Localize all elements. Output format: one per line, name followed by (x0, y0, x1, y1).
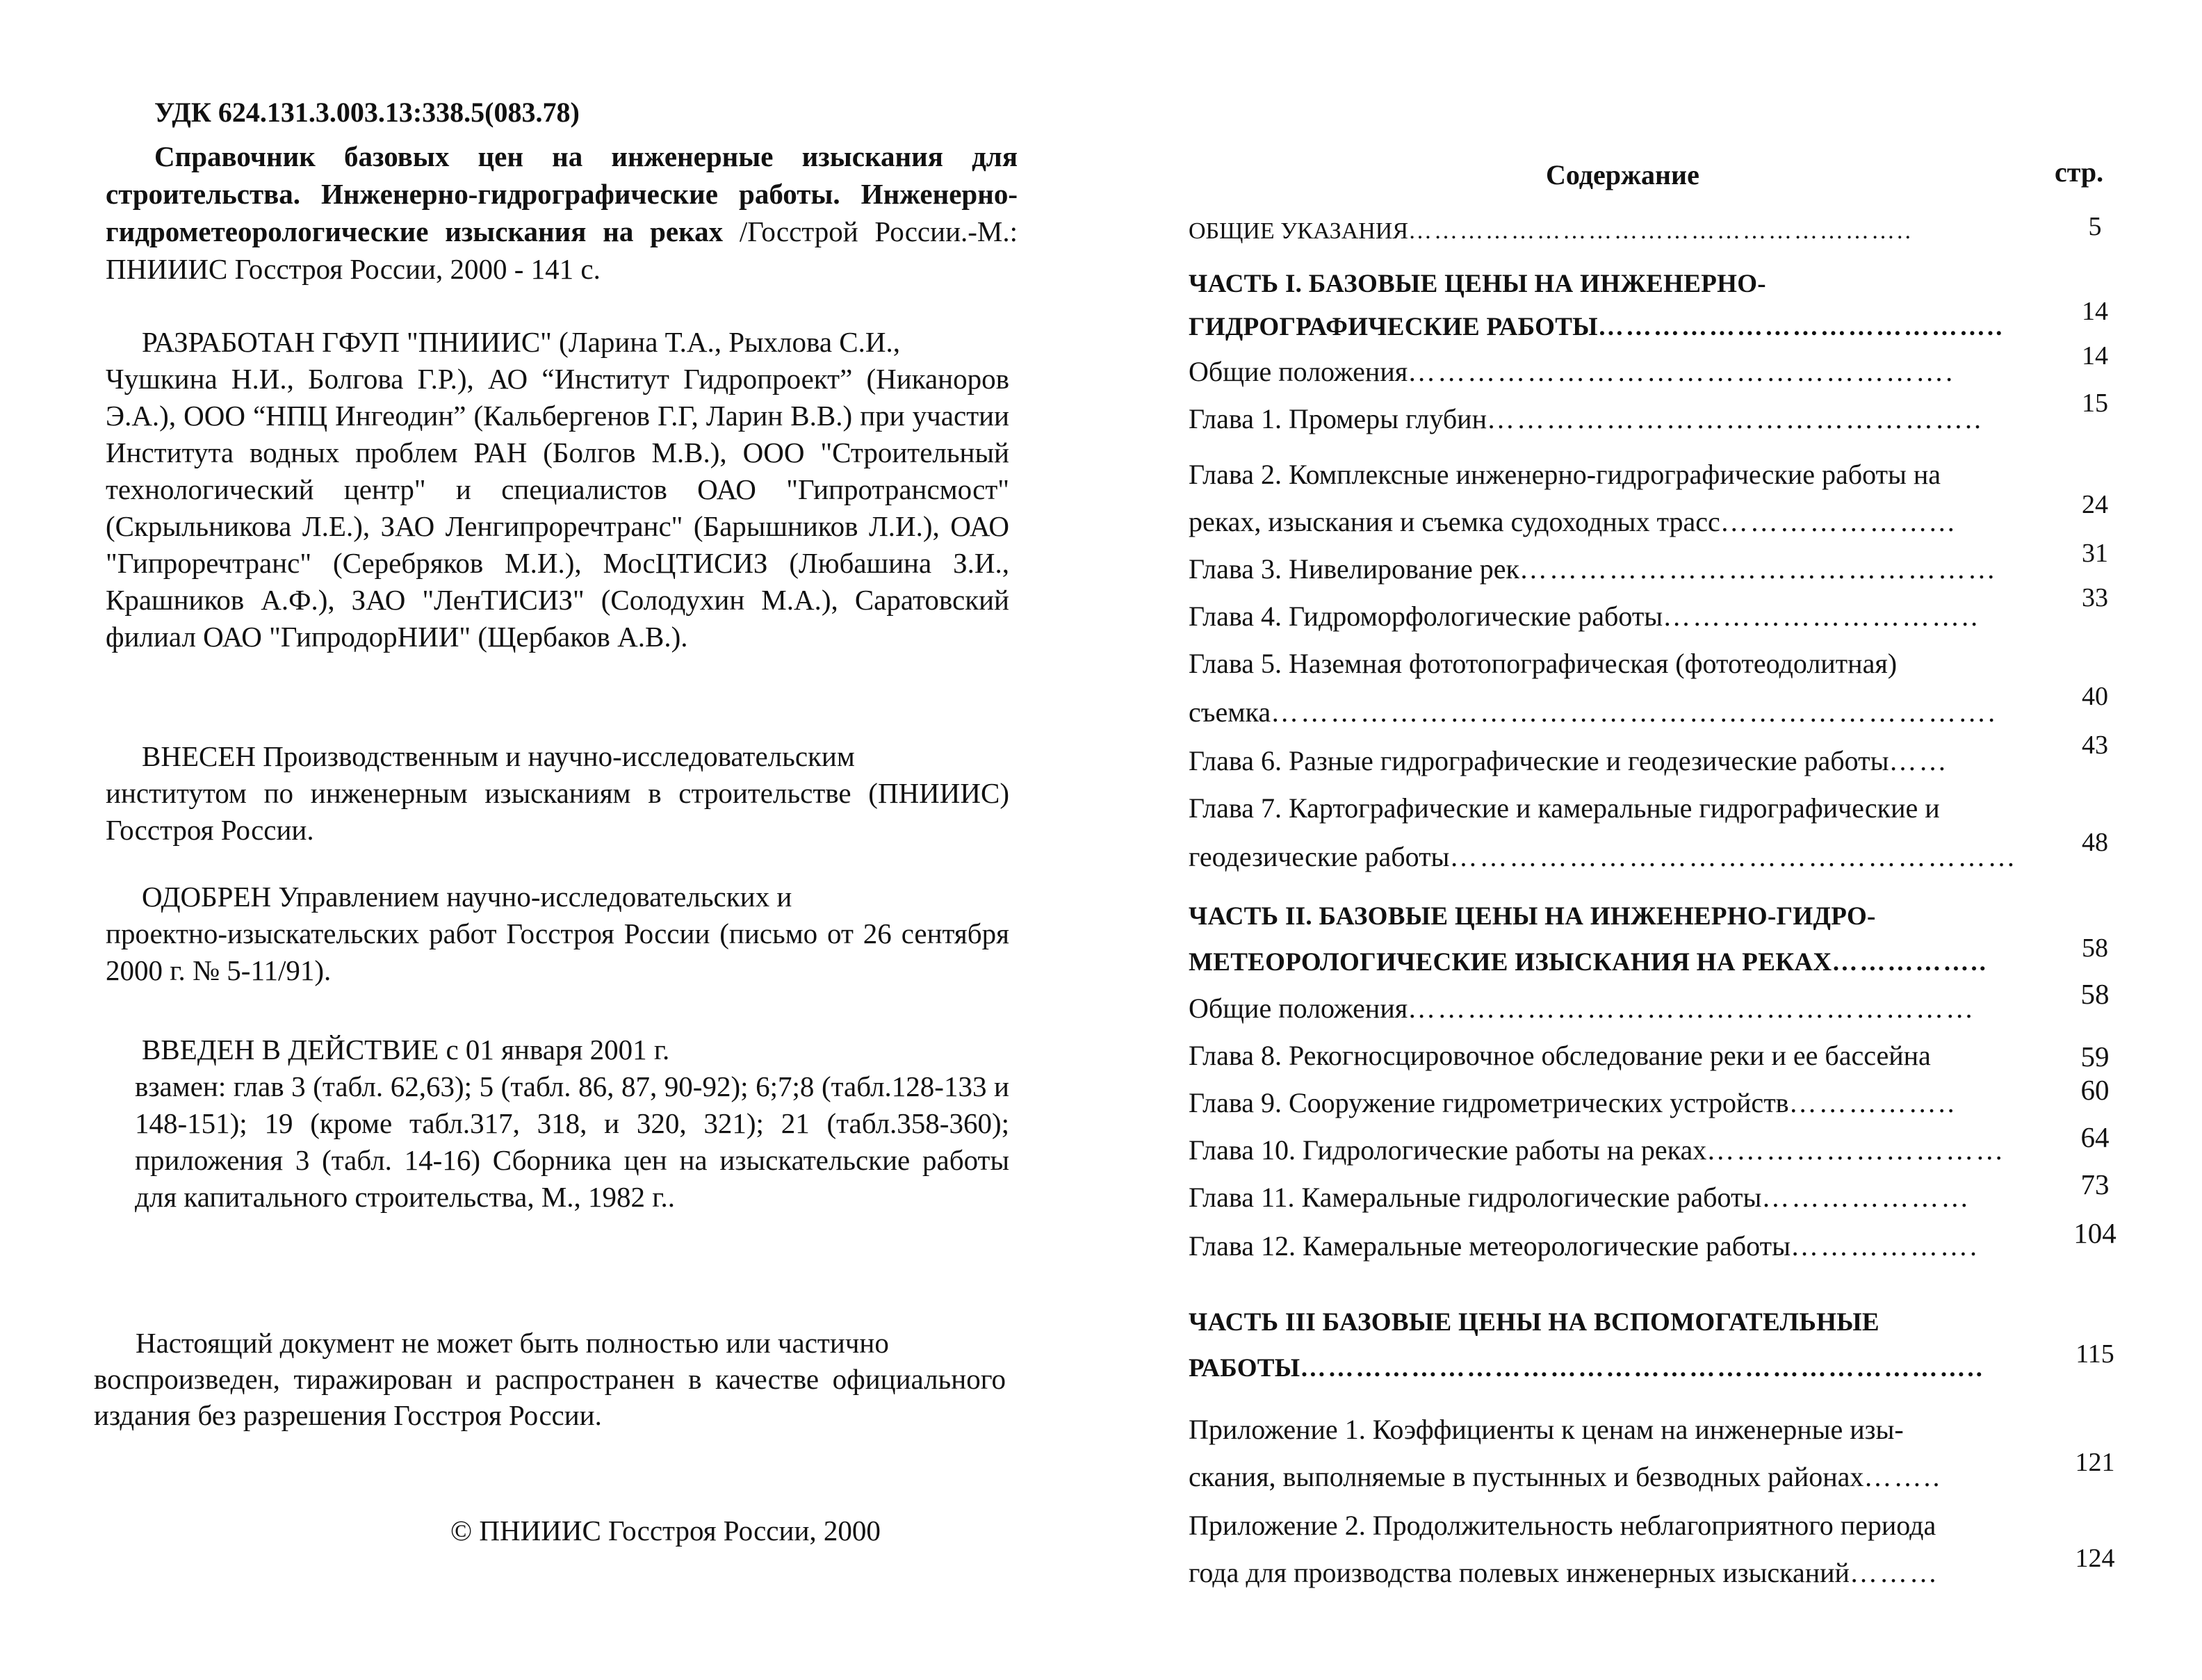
toc-entry (1189, 311, 2057, 343)
notice-rest: воспроизведен, тиражирован и распространен в качестве официального издания без разрешения Госстроя России. (94, 1363, 1006, 1431)
toc-entry-title: ГИДРОГРАФИЧЕСКИЕ РАБОТЫ (1189, 313, 1598, 341)
toc-entry (1189, 993, 2057, 1025)
introduced-first-line: ВНЕСЕН Производственным и научно-исследовательским (142, 740, 855, 772)
effective-date-heading: ВВЕДЕН В ДЕЙСТВИЕ с 01 января 2001 г. (142, 1034, 670, 1066)
approved-rest: проектно-изыскательских работ Госстроя России (письмо от 26 сентября 2000 г. № 5-11/91). (106, 918, 1009, 986)
toc-entry-title: Глава 3. Нивелирование рек (1189, 553, 1519, 585)
toc-entry (1189, 841, 2057, 873)
toc-entry-title: Глава 11. Камеральные гидрологические работы (1189, 1182, 1762, 1213)
developed-first-line: РАЗРАБОТАН ГФУП "ПНИИИС" (Ларина Т.А., Рыхлова С.И., (142, 326, 900, 358)
toc-entry (1189, 403, 2057, 435)
toc-entry (1189, 745, 2057, 777)
toc-leader-dots: …………….. (1832, 948, 1988, 977)
toc-leader-dots: ………………………………………………………………. (1271, 696, 1998, 728)
toc-entry (1189, 215, 2057, 247)
toc-page-number: 124 (2075, 1544, 2115, 1573)
toc-entry-title: Глава 12. Камеральные метеорологические работы (1189, 1230, 1791, 1262)
toc-page-number: 121 (2075, 1448, 2115, 1477)
toc-page-number: 14 (2082, 297, 2108, 326)
toc-page-number: 43 (2082, 731, 2108, 760)
contents-title: Содержание (1546, 159, 1699, 190)
toc-entry (1189, 506, 2057, 538)
toc-entry-title: МЕТЕОРОЛОГИЧЕСКИЕ ИЗЫСКАНИЯ НА РЕКАХ (1189, 948, 1832, 977)
toc-entry-title: ЧАСТЬ I. БАЗОВЫЕ ЦЕНЫ НА ИНЖЕНЕРНО- (1189, 270, 1766, 298)
toc-entry (1189, 1307, 2057, 1339)
toc-entry-title: Глава 4. Гидроморфологические работы (1189, 601, 1663, 632)
approved-by-paragraph (106, 879, 1009, 989)
page-column-header: стр. (2055, 156, 2104, 188)
toc-page-number: 64 (2080, 1121, 2110, 1153)
toc-entry-title: Глава 9. Сооружение гидрометрических устройств (1189, 1087, 1789, 1118)
toc-leader-dots: …….. (1863, 1461, 1942, 1492)
toc-entry-title: Приложение 1. Коэффициенты к ценам на инженерные изы- (1189, 1414, 1904, 1445)
developed-rest: Чушкина Н.И., Болгова Г.Р.), АО “Институт Гидропроект” (Никаноров Э.А.), ООО “НПЦ Ингеодин” (Кальбергенов Г.Г, Ларин В.В.) при участии Института водных проблем РАН (Болгов М.В.), ООО "Строительный технологический центр" и специалистов ОАО "Гипротрансмост" (Скрыльникова Л.Е.), ЗАО Ленгипроречтранс" (Барышников Л.И.), ОАО "Гипроречтранс" (Серебряков М.И.), МосЦТИСИЗ (Любашина З.И., Крашников А.Ф.), ЗАО "ЛенТИСИЗ" (Солодухин М.А.), Саратовский филиал ОАО "ГипродорНИИ" (Щербаков А.В.). (106, 363, 1009, 653)
toc-page-number: 24 (2082, 490, 2108, 519)
toc-page-number: 115 (2075, 1339, 2114, 1369)
toc-leader-dots: ……… (1849, 1557, 1939, 1588)
toc-entry-title: Глава 7. Картографические и камеральные гидрографические и (1189, 792, 1940, 824)
toc-page-number: 60 (2080, 1074, 2110, 1106)
toc-page-number: 73 (2080, 1168, 2110, 1200)
toc-page-number: 48 (2082, 828, 2108, 857)
toc-leader-dots: ………………………………………………… (1408, 993, 1976, 1024)
toc-page-number: 33 (2082, 583, 2108, 612)
toc-leader-dots: …………………………………….. (1597, 313, 2005, 341)
notice-first-line: Настоящий документ не может быть полностью или частично (136, 1327, 889, 1359)
toc-entry-title: ЧАСТЬ III БАЗОВЫЕ ЦЕНЫ НА ВСПОМОГАТЕЛЬНЫЕ (1189, 1308, 1879, 1337)
toc-entry (1189, 1414, 2057, 1446)
toc-entry-title: ОБЩИЕ УКАЗАНИЯ (1189, 218, 1409, 244)
toc-entry-title: Глава 6. Разные гидрографические и геодезические работы (1189, 745, 1889, 776)
developed-by-paragraph (106, 324, 1009, 655)
toc-entry (1189, 553, 2057, 585)
toc-page-number: 5 (2088, 212, 2102, 241)
udk-code: УДК 624.131.3.003.13:338.5(083.78) (154, 97, 580, 128)
toc-leader-dots: ………………………………………………. (1408, 356, 1955, 387)
effective-replaces-text: взамен: глав 3 (табл. 62,63); 5 (табл. 86, 87, 90-92); 6;7;8 (табл.128-133 и 148-151); 19 (кроме табл.317, 318, и 320, 321); 21 (табл.358-360); приложения 3 (табл. 14-16) Сборника цен на изыскательские работы для капитального строительства, М., 1982 г.. (135, 1070, 1009, 1213)
toc-page-number: 15 (2082, 389, 2108, 418)
reference-title: Справочник базовых цен на инженерные изыскания для строительства. Инженерно-гидрографические работы. Инженерно-гидрометеорологические изыскания на реках (106, 140, 1018, 247)
toc-entry (1189, 356, 2057, 388)
toc-leader-dots: ………………… (1761, 1182, 1971, 1213)
toc-leader-dots: ………………………………………….. (1486, 403, 1983, 434)
toc-entry (1189, 1040, 2057, 1072)
toc-leader-dots: ………………………… (1706, 1134, 2006, 1166)
toc-entry-title: Общие положения (1189, 356, 1408, 387)
toc-entry-title: Глава 8. Рекогносцировочное обследование реки и ее бассейна (1189, 1040, 1931, 1071)
toc-entry-title: скания, выполняемые в пустынных и безводных районах (1189, 1461, 1864, 1492)
toc-leader-dots: ………………………………………………… (1449, 841, 2018, 872)
toc-entry (1189, 1134, 2057, 1166)
toc-entry-title: Глава 10. Гидрологические работы на реках (1189, 1134, 1707, 1166)
right-page (1101, 0, 2202, 1680)
bibliographic-reference (106, 138, 1018, 288)
toc-entry-title: Приложение 2. Продолжительность неблагоприятного периода (1189, 1510, 1936, 1541)
toc-leader-dots: ………………. (1790, 1230, 1979, 1262)
introduced-by-paragraph (106, 738, 1009, 849)
toc-entry (1189, 1353, 2057, 1385)
toc-entry-title: Общие положения (1189, 993, 1408, 1024)
toc-entry (1189, 601, 2057, 633)
toc-page-number: 40 (2082, 682, 2108, 711)
approved-first-line: ОДОБРЕН Управлением научно-исследовательских и (142, 881, 792, 913)
toc-entry-title: геодезические работы (1189, 841, 1450, 872)
toc-entry-title: съемка (1189, 696, 1271, 728)
toc-entry (1189, 268, 2057, 300)
toc-entry (1189, 1230, 2057, 1262)
toc-page-number: 58 (2080, 978, 2110, 1010)
introduced-rest: институтом по инженерным изысканиям в строительстве (ПНИИИС) Госстроя России. (106, 777, 1009, 846)
toc-page-number: 104 (2073, 1217, 2117, 1249)
toc-entry (1189, 1461, 2057, 1493)
reference-publisher: /Госстрой России.-М.: ПНИИИС Госстроя России, 2000 - 141 с. (106, 215, 1018, 285)
toc-leader-dots: ……………………………………………………………….. (1300, 1354, 1984, 1383)
toc-entry (1189, 901, 2057, 933)
toc-entry (1189, 792, 2057, 824)
toc-leader-dots: …… (1889, 745, 1949, 776)
toc-entry (1189, 1557, 2057, 1589)
toc-page-number: 31 (2082, 539, 2108, 568)
toc-entry (1189, 459, 2057, 491)
toc-leader-dots: ………………………………………………….. (1408, 218, 1914, 244)
toc-leader-dots: …………………... (1720, 506, 1957, 537)
toc-leader-dots: …………….. (1788, 1087, 1957, 1118)
toc-leader-dots: ………………………………………… (1519, 553, 1998, 585)
toc-entry (1189, 696, 2057, 728)
toc-entry (1189, 648, 2057, 680)
toc-entry-title: РАБОТЫ (1189, 1354, 1300, 1383)
toc-entry-title: Глава 1. Промеры глубин (1189, 403, 1487, 434)
toc-page-number: 14 (2082, 341, 2108, 370)
toc-entry-title: Глава 5. Наземная фототопографическая (фототеодолитная) (1189, 648, 1898, 679)
toc-leader-dots: ………………………….. (1663, 601, 1980, 632)
toc-page-number: 59 (2080, 1041, 2110, 1073)
copyright-line: © ПНИИИС Госстроя России, 2000 (450, 1515, 881, 1547)
toc-entry (1189, 1510, 2057, 1542)
toc-entry (1189, 947, 2057, 979)
toc-entry (1189, 1182, 2057, 1214)
toc-page-number: 58 (2082, 933, 2108, 963)
toc-entry (1189, 1087, 2057, 1119)
toc-entry-title: реках, изыскания и съемка судоходных трасс (1189, 506, 1720, 537)
copyright-notice (94, 1325, 1006, 1433)
toc-entry-title: года для производства полевых инженерных изысканий (1189, 1557, 1850, 1588)
toc-entry-title: Глава 2. Комплексные инженерно-гидрографические работы на (1189, 459, 1941, 490)
toc-entry-title: ЧАСТЬ II. БАЗОВЫЕ ЦЕНЫ НА ИНЖЕНЕРНО-ГИДРО- (1189, 902, 1876, 931)
